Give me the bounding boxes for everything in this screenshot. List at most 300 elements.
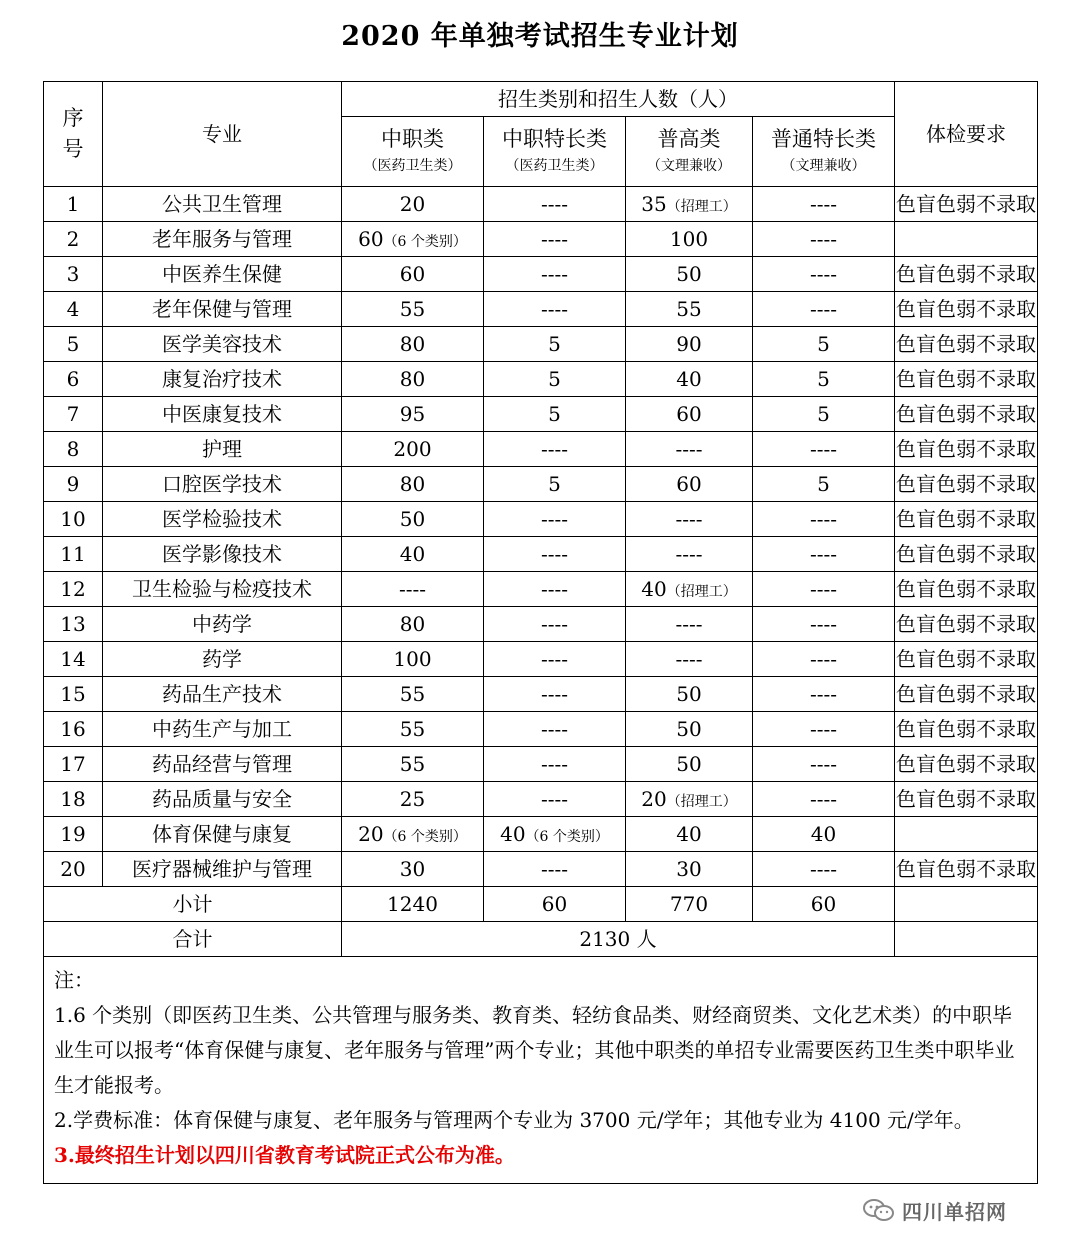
row-cat-4-value: ---- [809, 507, 838, 531]
note-1: 1.6 个类别（即医药卫生类、公共管理与服务类、教育类、轻纺食品类、财经商贸类、文化艺术类）的中职毕业生可以报考“体育保健与康复、老年服务与管理”两个专业；其他中职类的单招专业需要医药卫生类中职毕业生才能报考。 [54, 1003, 1015, 1097]
row-cat-2-value: ---- [540, 716, 569, 741]
row-number-text: 16 [60, 717, 86, 741]
row-cat-3-value: ---- [675, 646, 703, 671]
table-row [44, 432, 1038, 467]
row-cat-4 [753, 642, 895, 677]
row-number [44, 782, 103, 817]
row-cat-4 [753, 852, 895, 887]
enrollment-plan-table [43, 81, 1038, 1184]
row-cat-1-value: 55 [399, 751, 426, 776]
row-cat-3 [626, 677, 753, 712]
row-cat-3 [626, 432, 753, 467]
row-cat-2 [484, 432, 626, 467]
row-cat-4-value: ---- [809, 647, 838, 671]
table-row [44, 397, 1038, 432]
row-cat-3-value: 90 [676, 331, 702, 356]
row-number-text: 8 [66, 437, 80, 461]
row-cat-4 [753, 782, 895, 817]
row-cat-1 [342, 502, 484, 537]
row-major-text: 药品质量与安全 [152, 787, 292, 811]
row-number [44, 817, 103, 852]
row-exam-text: 色盲色弱不录取 [896, 192, 1036, 216]
row-cat-1-value: 100 [393, 646, 432, 671]
row-cat-3-value: 40 [641, 576, 667, 601]
table-row [44, 362, 1038, 397]
row-cat-1 [342, 432, 484, 467]
row-major-text: 老年保健与管理 [152, 297, 292, 321]
table-row [44, 537, 1038, 572]
row-number-text: 9 [66, 472, 80, 496]
row-major [103, 572, 342, 607]
wechat-icon [862, 1198, 896, 1222]
row-cat-1-value: 60 [399, 261, 426, 286]
row-cat-3-value: 55 [676, 296, 702, 321]
row-exam-text: 色盲色弱不录取 [896, 612, 1036, 636]
row-cat-1 [342, 327, 484, 362]
row-number [44, 327, 103, 362]
header-cat-2: 中职特长类 （医药卫生类） [484, 117, 626, 187]
table-row [44, 817, 1038, 852]
row-cat-4 [753, 187, 895, 222]
row-number-text: 17 [60, 752, 86, 776]
row-cat-3-value: 50 [676, 716, 702, 741]
row-number [44, 852, 103, 887]
row-cat-1-value: 200 [393, 436, 432, 461]
row-cat-3-value: 30 [676, 856, 702, 881]
row-cat-3 [626, 467, 753, 502]
row-cat-1 [342, 747, 484, 782]
row-cat-1 [342, 362, 484, 397]
row-major [103, 467, 342, 502]
row-major [103, 817, 342, 852]
row-cat-3-value: ---- [675, 436, 703, 461]
row-number-text: 4 [66, 297, 80, 321]
row-exam-text: 色盲色弱不录取 [896, 577, 1036, 601]
row-cat-3 [626, 572, 753, 607]
table-row [44, 782, 1038, 817]
row-exam [895, 607, 1038, 642]
row-cat-3-value: 60 [676, 401, 702, 426]
note-3: 3.最终招生计划以四川省教育考试院正式公布为准。 [54, 1143, 515, 1167]
row-cat-3-note: （招理工） [666, 583, 737, 600]
row-cat-1-value: 80 [399, 366, 426, 391]
row-major [103, 852, 342, 887]
row-cat-1-value: 80 [399, 331, 426, 356]
row-number [44, 432, 103, 467]
table-row [44, 642, 1038, 677]
row-number [44, 537, 103, 572]
row-number-text: 7 [66, 402, 80, 426]
row-number [44, 607, 103, 642]
total-exam [895, 922, 1038, 957]
row-major-text: 医疗器械维护与管理 [132, 857, 312, 881]
total-row [44, 922, 1038, 957]
row-number [44, 712, 103, 747]
row-cat-2-value: ---- [540, 856, 569, 881]
row-cat-3-value: ---- [675, 611, 703, 636]
row-major-text: 护理 [202, 437, 242, 461]
row-major [103, 607, 342, 642]
row-cat-3 [626, 642, 753, 677]
row-cat-2-value: ---- [540, 611, 569, 636]
row-cat-4 [753, 292, 895, 327]
row-cat-2 [484, 327, 626, 362]
row-exam [895, 537, 1038, 572]
table-row [44, 467, 1038, 502]
row-number-text: 18 [60, 787, 86, 811]
row-major-text: 药学 [202, 647, 242, 671]
row-cat-3 [626, 502, 753, 537]
row-cat-1-note: （6 个类别） [383, 828, 467, 845]
row-number-text: 14 [60, 647, 86, 671]
row-cat-4 [753, 537, 895, 572]
row-exam [895, 817, 1038, 852]
row-cat-4-value: ---- [809, 857, 838, 881]
row-cat-2-value: ---- [540, 576, 569, 601]
row-cat-1 [342, 782, 484, 817]
row-major-text: 中医养生保健 [162, 262, 282, 286]
row-cat-2 [484, 817, 626, 852]
row-major-text: 体育保健与康复 [152, 822, 292, 846]
row-cat-2-note: （6 个类别） [525, 828, 609, 845]
row-exam-text: 色盲色弱不录取 [896, 647, 1036, 671]
row-cat-1-value: 55 [399, 716, 426, 741]
row-exam [895, 572, 1038, 607]
row-cat-3-value: ---- [675, 506, 703, 531]
notes-row [44, 957, 1038, 1184]
row-exam [895, 327, 1038, 362]
row-cat-1-value: ---- [398, 576, 427, 601]
row-exam [895, 467, 1038, 502]
row-number [44, 397, 103, 432]
row-cat-3-value: 50 [676, 261, 702, 286]
row-cat-1 [342, 537, 484, 572]
row-cat-3 [626, 222, 753, 257]
row-cat-1-value: 30 [399, 856, 426, 881]
row-exam-text: 色盲色弱不录取 [896, 787, 1036, 811]
row-exam-text: 色盲色弱不录取 [896, 332, 1036, 356]
table-row [44, 572, 1038, 607]
row-cat-2 [484, 187, 626, 222]
row-cat-2 [484, 397, 626, 432]
row-number [44, 502, 103, 537]
row-cat-4 [753, 502, 895, 537]
row-major [103, 187, 342, 222]
row-cat-4-value: ---- [809, 542, 838, 566]
row-cat-4 [753, 677, 895, 712]
notes [44, 957, 1038, 1184]
row-number [44, 642, 103, 677]
row-major-text: 中药学 [192, 612, 252, 636]
row-cat-2-value: ---- [540, 436, 569, 461]
row-cat-2 [484, 852, 626, 887]
row-exam-text: 色盲色弱不录取 [896, 297, 1036, 321]
row-exam-text: 色盲色弱不录取 [896, 472, 1036, 496]
row-major-text: 医学美容技术 [162, 332, 282, 356]
row-major-text: 医学影像技术 [162, 542, 282, 566]
row-cat-1 [342, 397, 484, 432]
row-cat-4 [753, 327, 895, 362]
row-cat-3 [626, 607, 753, 642]
row-cat-2-value: ---- [540, 646, 569, 671]
table-row [44, 292, 1038, 327]
row-cat-3 [626, 712, 753, 747]
total-value: 2130 人 [342, 922, 895, 957]
row-number [44, 257, 103, 292]
row-cat-3-note: （招理工） [666, 198, 737, 215]
row-major-text: 康复治疗技术 [162, 367, 282, 391]
row-cat-4 [753, 572, 895, 607]
watermark [862, 1196, 1007, 1224]
row-cat-3 [626, 327, 753, 362]
row-exam [895, 782, 1038, 817]
row-exam-text: 色盲色弱不录取 [896, 437, 1036, 461]
row-major [103, 397, 342, 432]
row-exam-text: 色盲色弱不录取 [896, 752, 1036, 776]
subtotal-cat-3: 770 [626, 887, 753, 922]
row-cat-4-value: 40 [810, 822, 837, 846]
row-major-text: 公共卫生管理 [162, 192, 282, 216]
row-cat-1-value: 60 [358, 226, 384, 251]
row-number-text: 2 [66, 227, 80, 251]
row-exam [895, 432, 1038, 467]
row-exam-text: 色盲色弱不录取 [896, 857, 1036, 881]
row-cat-2 [484, 712, 626, 747]
row-cat-2-value: 5 [548, 366, 561, 391]
row-cat-4 [753, 607, 895, 642]
row-cat-3 [626, 397, 753, 432]
row-exam-text: 色盲色弱不录取 [896, 542, 1036, 566]
row-major [103, 712, 342, 747]
row-major [103, 642, 342, 677]
row-cat-1 [342, 467, 484, 502]
row-major-text: 老年服务与管理 [152, 227, 292, 251]
row-cat-3 [626, 852, 753, 887]
row-number-text: 10 [60, 507, 86, 531]
row-exam [895, 852, 1038, 887]
row-cat-2 [484, 677, 626, 712]
row-exam-text: 色盲色弱不录取 [896, 402, 1036, 426]
row-exam-text: 色盲色弱不录取 [896, 262, 1036, 286]
row-cat-1 [342, 222, 484, 257]
row-number-text: 3 [66, 262, 80, 286]
row-cat-4-value: 5 [817, 402, 830, 426]
row-cat-3-value: ---- [675, 541, 703, 566]
row-cat-4 [753, 222, 895, 257]
row-cat-1 [342, 852, 484, 887]
table-row [44, 677, 1038, 712]
row-cat-3-value: 50 [676, 681, 702, 706]
row-major [103, 257, 342, 292]
row-cat-3-note: （招理工） [666, 793, 737, 810]
row-major [103, 362, 342, 397]
table-row [44, 327, 1038, 362]
row-cat-1-value: 25 [399, 786, 426, 811]
row-major [103, 747, 342, 782]
row-cat-2-value: ---- [540, 786, 569, 811]
row-number-text: 13 [60, 612, 86, 636]
row-cat-4 [753, 817, 895, 852]
row-cat-4 [753, 467, 895, 502]
row-cat-1-value: 40 [399, 541, 426, 566]
row-number [44, 187, 103, 222]
table-row [44, 712, 1038, 747]
row-exam [895, 747, 1038, 782]
subtotal-exam [895, 887, 1038, 922]
row-cat-3-value: 60 [676, 471, 702, 496]
row-major [103, 432, 342, 467]
subtotal-cat-1: 1240 [342, 887, 484, 922]
row-cat-4-value: ---- [809, 787, 838, 811]
row-cat-1 [342, 292, 484, 327]
row-cat-3-value: 35 [641, 191, 667, 216]
row-cat-1 [342, 642, 484, 677]
row-major [103, 222, 342, 257]
header-cat-4: 普通特长类 （文理兼收） [753, 117, 895, 187]
row-major [103, 292, 342, 327]
row-cat-4-value: ---- [809, 682, 838, 706]
row-cat-1-note: （6 个类别） [383, 233, 467, 250]
row-cat-1-value: 50 [399, 506, 426, 531]
row-exam [895, 677, 1038, 712]
row-number-text: 1 [66, 192, 80, 216]
row-exam [895, 502, 1038, 537]
row-cat-2 [484, 782, 626, 817]
row-cat-2 [484, 502, 626, 537]
row-cat-2 [484, 537, 626, 572]
row-number-text: 5 [66, 332, 80, 356]
row-cat-3-value: 50 [676, 751, 702, 776]
row-cat-1 [342, 257, 484, 292]
header-cat-1: 中职类 （医药卫生类） [342, 117, 484, 187]
row-cat-3-value: 40 [676, 821, 702, 846]
row-exam [895, 222, 1038, 257]
row-cat-1 [342, 187, 484, 222]
row-cat-3 [626, 292, 753, 327]
row-cat-3 [626, 817, 753, 852]
table-row [44, 257, 1038, 292]
row-cat-3-value: 100 [669, 226, 709, 251]
row-number [44, 677, 103, 712]
row-cat-4-value: 5 [817, 367, 830, 391]
subtotal-cat-2: 60 [484, 887, 626, 922]
row-exam [895, 642, 1038, 677]
table-row [44, 607, 1038, 642]
page-title: 2020 年单独考试招生专业计划 [341, 21, 739, 52]
row-cat-2-value: ---- [540, 506, 569, 531]
notes-heading: 注： [54, 968, 94, 992]
row-cat-2-value: ---- [540, 681, 569, 706]
row-major [103, 782, 342, 817]
total-label: 合计 [44, 922, 342, 957]
row-cat-2-value: ---- [540, 191, 569, 216]
header-seq: 序号 [44, 82, 103, 187]
row-cat-4-value: ---- [809, 227, 838, 251]
row-number-text: 6 [66, 367, 80, 391]
row-cat-2-value: ---- [540, 261, 569, 286]
row-cat-4 [753, 432, 895, 467]
row-cat-2-value: ---- [540, 541, 569, 566]
row-cat-4-value: 5 [817, 332, 830, 356]
row-number-text: 19 [60, 822, 86, 846]
row-cat-2 [484, 747, 626, 782]
row-exam [895, 712, 1038, 747]
row-cat-2 [484, 572, 626, 607]
subtotal-label: 小计 [44, 887, 342, 922]
row-cat-1-value: 20 [399, 191, 426, 216]
note-2: 2.学费标准：体育保健与康复、老年服务与管理两个专业为 3700 元/学年；其他专业为 4100 元/学年。 [54, 1108, 974, 1132]
header-cat-3: 普高类 （文理兼收） [626, 117, 753, 187]
row-exam [895, 362, 1038, 397]
row-major [103, 327, 342, 362]
row-number-text: 15 [60, 682, 86, 706]
row-cat-2-value: 40 [500, 821, 526, 846]
row-cat-2-value: 5 [548, 401, 561, 426]
row-major [103, 537, 342, 572]
row-exam-text: 色盲色弱不录取 [896, 367, 1036, 391]
row-major-text: 卫生检验与检疫技术 [132, 577, 312, 601]
row-major-text: 药品生产技术 [162, 682, 282, 706]
row-number [44, 572, 103, 607]
row-cat-1 [342, 712, 484, 747]
row-cat-4-value: ---- [809, 437, 838, 461]
row-number-text: 11 [60, 542, 86, 566]
table-row [44, 222, 1038, 257]
row-cat-3 [626, 257, 753, 292]
row-cat-4-value: ---- [809, 297, 838, 321]
row-cat-2 [484, 362, 626, 397]
row-cat-2 [484, 222, 626, 257]
row-major-text: 药品经营与管理 [152, 752, 292, 776]
table-row [44, 502, 1038, 537]
row-exam [895, 292, 1038, 327]
table-body [44, 187, 1038, 887]
row-cat-4-value: 5 [817, 472, 830, 496]
row-cat-1 [342, 817, 484, 852]
row-cat-4-value: ---- [809, 752, 838, 776]
row-cat-4 [753, 257, 895, 292]
row-cat-2-value: 5 [548, 471, 561, 496]
row-cat-4-value: ---- [809, 612, 838, 636]
row-cat-3 [626, 362, 753, 397]
header-category-group: 招生类别和招生人数（人） [342, 82, 895, 117]
row-cat-2-value: ---- [540, 296, 569, 321]
row-cat-4-value: ---- [809, 577, 838, 601]
row-cat-1 [342, 607, 484, 642]
row-number-text: 20 [60, 857, 86, 881]
row-cat-4-value: ---- [809, 192, 838, 216]
row-exam [895, 257, 1038, 292]
row-exam-text: 色盲色弱不录取 [896, 682, 1036, 706]
table-row [44, 187, 1038, 222]
header-major: 专业 [103, 82, 342, 187]
row-major-text: 医学检验技术 [162, 507, 282, 531]
row-cat-2-value: 5 [548, 331, 561, 356]
row-major [103, 502, 342, 537]
row-cat-4-value: ---- [809, 262, 838, 286]
row-exam-text: 色盲色弱不录取 [896, 507, 1036, 531]
row-cat-4-value: ---- [809, 717, 838, 741]
row-cat-1-value: 55 [399, 681, 426, 706]
row-number [44, 362, 103, 397]
subtotal-row [44, 887, 1038, 922]
row-cat-2 [484, 292, 626, 327]
row-number [44, 222, 103, 257]
row-cat-4 [753, 397, 895, 432]
row-cat-1 [342, 677, 484, 712]
row-cat-3 [626, 747, 753, 782]
row-cat-2 [484, 257, 626, 292]
